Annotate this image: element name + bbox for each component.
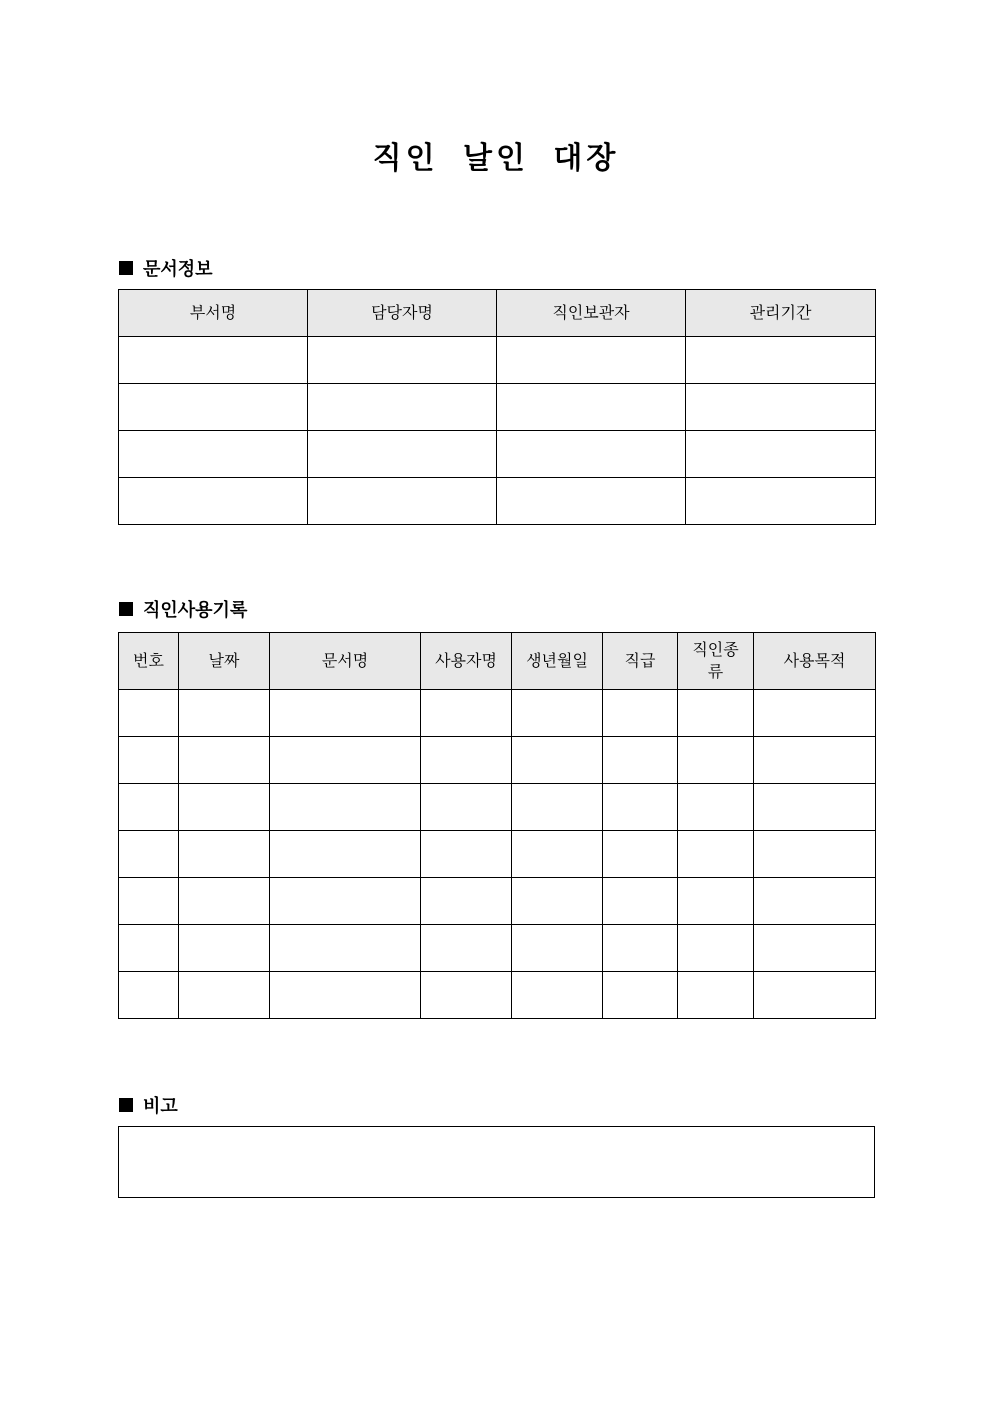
table-cell[interactable] xyxy=(686,478,876,525)
table-cell[interactable] xyxy=(754,925,876,972)
column-header: 직인보관자 xyxy=(497,290,686,337)
table-cell[interactable] xyxy=(179,878,270,925)
table-cell[interactable] xyxy=(686,384,876,431)
table-cell[interactable] xyxy=(270,925,421,972)
table-row xyxy=(119,431,876,478)
table-cell[interactable] xyxy=(421,784,512,831)
table-cell[interactable] xyxy=(308,337,497,384)
table-cell[interactable] xyxy=(512,784,603,831)
table-row xyxy=(119,972,876,1019)
seal-usage-table xyxy=(118,632,876,1019)
section-heading-label: 비고 xyxy=(143,1096,178,1117)
section-heading-document-info xyxy=(119,255,213,281)
table-cell[interactable] xyxy=(603,690,678,737)
table-cell[interactable] xyxy=(270,690,421,737)
table-cell[interactable] xyxy=(119,690,179,737)
column-header: 관리기간 xyxy=(686,290,876,337)
table-cell[interactable] xyxy=(179,690,270,737)
table-cell[interactable] xyxy=(119,878,179,925)
section-heading-seal-usage xyxy=(119,596,247,622)
table-cell[interactable] xyxy=(179,831,270,878)
table-cell[interactable] xyxy=(512,925,603,972)
table-row xyxy=(119,737,876,784)
column-header: 생년월일 xyxy=(512,633,603,690)
column-header: 담당자명 xyxy=(308,290,497,337)
table-cell[interactable] xyxy=(678,737,754,784)
table-header-row xyxy=(119,290,876,337)
table-cell[interactable] xyxy=(308,478,497,525)
table-cell[interactable] xyxy=(270,972,421,1019)
remarks-field[interactable] xyxy=(118,1126,875,1198)
table-cell[interactable] xyxy=(119,925,179,972)
column-header: 사용목적 xyxy=(754,633,876,690)
table-cell[interactable] xyxy=(754,784,876,831)
table-cell[interactable] xyxy=(754,737,876,784)
table-cell[interactable] xyxy=(270,737,421,784)
column-header: 사용자명 xyxy=(421,633,512,690)
table-row xyxy=(119,337,876,384)
table-cell[interactable] xyxy=(497,478,686,525)
table-cell[interactable] xyxy=(603,784,678,831)
table-cell[interactable] xyxy=(754,878,876,925)
table-cell[interactable] xyxy=(119,784,179,831)
table-row xyxy=(119,784,876,831)
table-cell[interactable] xyxy=(497,337,686,384)
table-cell[interactable] xyxy=(686,431,876,478)
table-row xyxy=(119,478,876,525)
table-cell[interactable] xyxy=(421,737,512,784)
section-heading-remarks xyxy=(119,1092,178,1118)
table-cell[interactable] xyxy=(603,878,678,925)
column-header: 직급 xyxy=(603,633,678,690)
table-cell[interactable] xyxy=(119,384,308,431)
column-header: 직인종류 xyxy=(678,633,754,690)
table-cell[interactable] xyxy=(678,972,754,1019)
table-cell[interactable] xyxy=(678,784,754,831)
table-cell[interactable] xyxy=(270,784,421,831)
table-cell[interactable] xyxy=(179,737,270,784)
table-cell[interactable] xyxy=(421,972,512,1019)
table-cell[interactable] xyxy=(512,831,603,878)
table-cell[interactable] xyxy=(308,431,497,478)
square-bullet-icon xyxy=(119,602,133,616)
table-cell[interactable] xyxy=(119,431,308,478)
table-cell[interactable] xyxy=(678,690,754,737)
table-cell[interactable] xyxy=(421,878,512,925)
table-cell[interactable] xyxy=(686,337,876,384)
column-header: 번호 xyxy=(119,633,179,690)
table-cell[interactable] xyxy=(270,878,421,925)
table-row xyxy=(119,690,876,737)
table-cell[interactable] xyxy=(421,831,512,878)
section-heading-label: 직인사용기록 xyxy=(143,600,248,621)
table-cell[interactable] xyxy=(678,831,754,878)
table-cell[interactable] xyxy=(179,972,270,1019)
table-cell[interactable] xyxy=(512,737,603,784)
table-cell[interactable] xyxy=(678,878,754,925)
table-row xyxy=(119,384,876,431)
table-cell[interactable] xyxy=(179,784,270,831)
table-cell[interactable] xyxy=(678,925,754,972)
document-info-table xyxy=(118,289,876,525)
table-cell[interactable] xyxy=(512,878,603,925)
table-cell[interactable] xyxy=(754,831,876,878)
table-cell[interactable] xyxy=(512,972,603,1019)
table-cell[interactable] xyxy=(603,972,678,1019)
table-cell[interactable] xyxy=(603,737,678,784)
column-header: 부서명 xyxy=(119,290,308,337)
page-title: 직인 날인 대장 xyxy=(372,141,620,176)
section-heading-label: 문서정보 xyxy=(143,259,213,280)
table-cell[interactable] xyxy=(603,831,678,878)
table-cell[interactable] xyxy=(497,384,686,431)
table-row xyxy=(119,878,876,925)
table-cell[interactable] xyxy=(421,925,512,972)
table-cell[interactable] xyxy=(497,431,686,478)
table-cell[interactable] xyxy=(270,831,421,878)
table-cell[interactable] xyxy=(754,972,876,1019)
table-cell[interactable] xyxy=(119,831,179,878)
table-cell[interactable] xyxy=(119,478,308,525)
table-cell[interactable] xyxy=(603,925,678,972)
table-row xyxy=(119,831,876,878)
table-cell[interactable] xyxy=(308,384,497,431)
table-cell[interactable] xyxy=(119,737,179,784)
square-bullet-icon xyxy=(119,261,133,275)
table-cell[interactable] xyxy=(421,690,512,737)
column-header: 날짜 xyxy=(179,633,270,690)
table-header-row xyxy=(119,633,876,690)
table-cell[interactable] xyxy=(119,972,179,1019)
table-cell[interactable] xyxy=(179,925,270,972)
table-cell[interactable] xyxy=(119,337,308,384)
square-bullet-icon xyxy=(119,1098,133,1112)
table-cell[interactable] xyxy=(512,690,603,737)
column-header: 문서명 xyxy=(270,633,421,690)
table-row xyxy=(119,925,876,972)
table-cell[interactable] xyxy=(754,690,876,737)
